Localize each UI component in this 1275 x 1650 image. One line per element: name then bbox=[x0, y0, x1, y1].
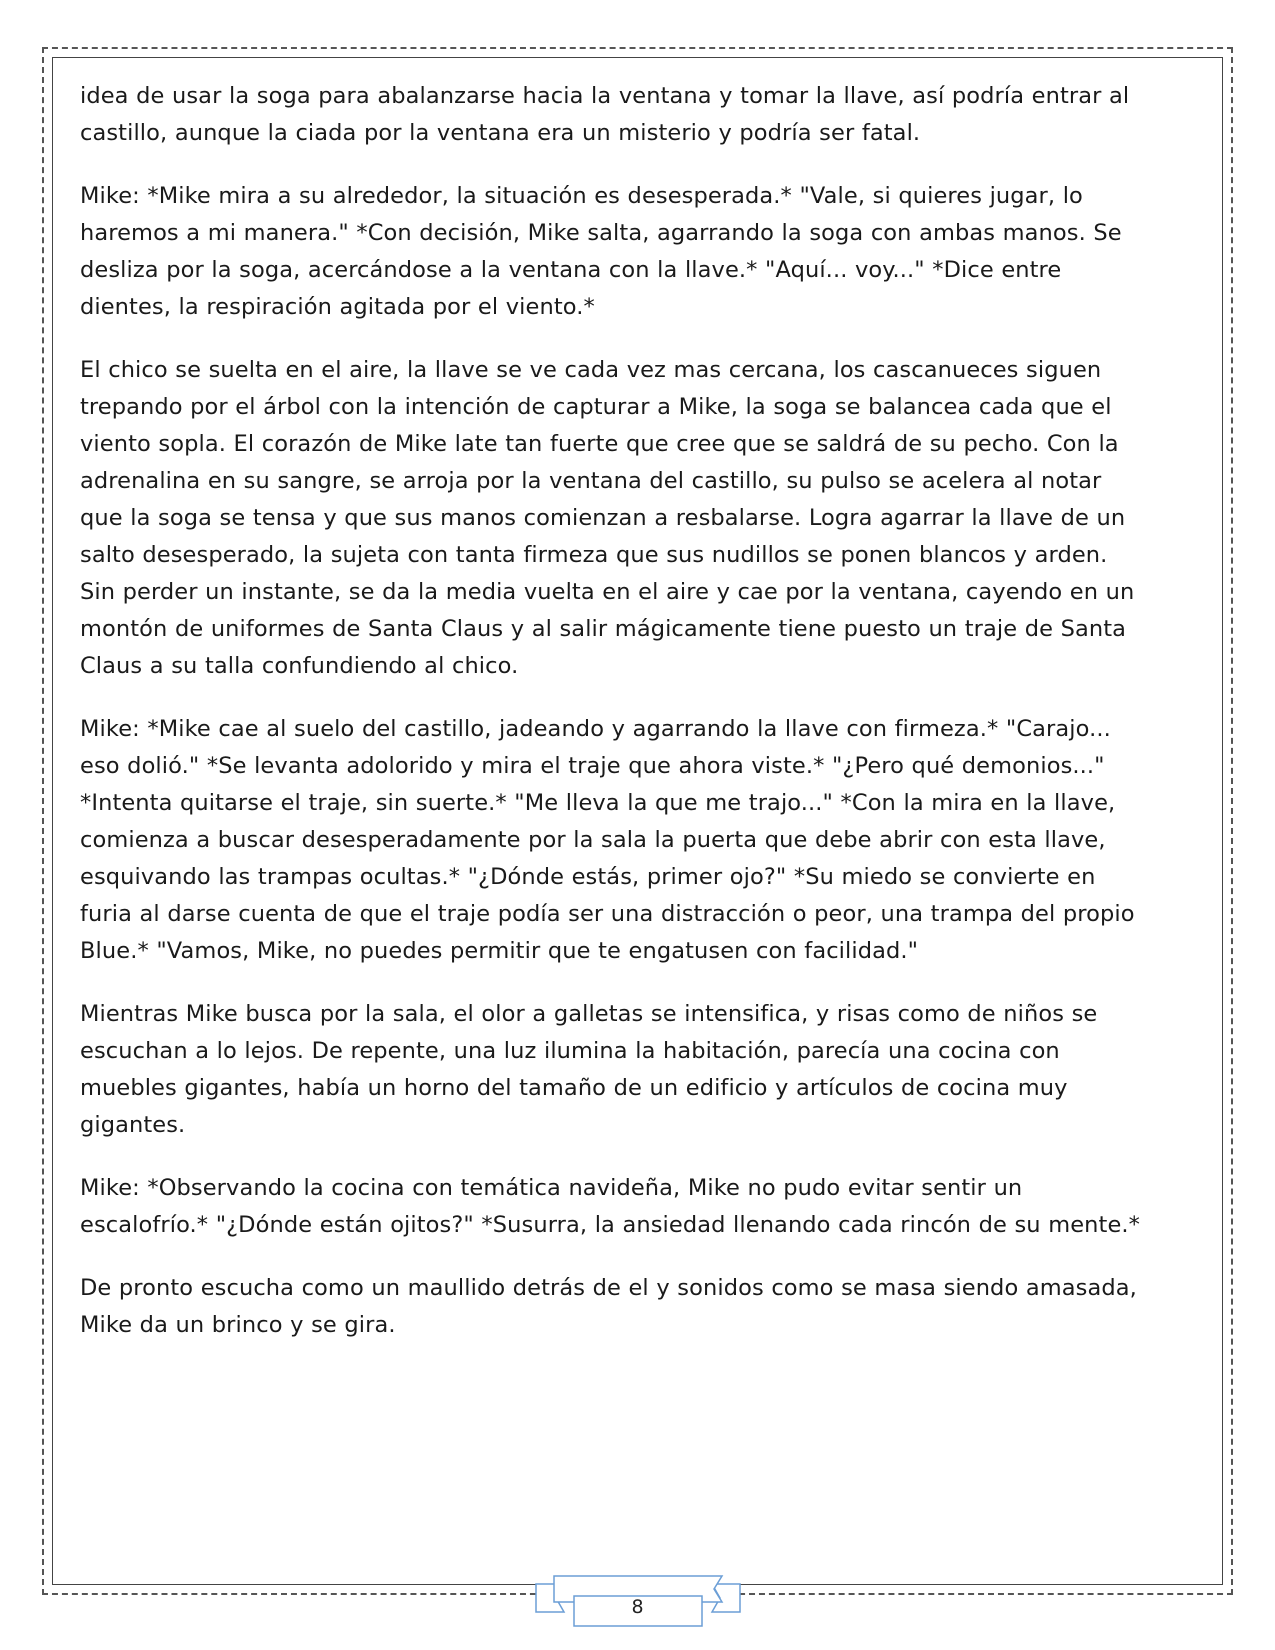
paragraph: idea de usar la soga para abalanzarse hacia la ventana y tomar la llave, así podría entrar al castillo, aunque la ciada por la ventana era un misterio y podría ser fatal. bbox=[80, 83, 1130, 146]
paragraph: Mike: *Mike mira a su alrededor, la situación es desesperada.* "Vale, si quieres jugar, lo haremos a mi manera." *Con decisión, Mike salta, agarrando la soga con ambas manos. Se desliza por la soga, acercándose a la ventana con la llave.* "Aquí... voy..." *Dice entre dientes, la respiración agitada por el viento.* bbox=[80, 183, 1122, 320]
page-body-text bbox=[80, 78, 1142, 1344]
ribbon-banner bbox=[528, 1556, 748, 1632]
paragraph: Mike: *Mike cae al suelo del castillo, jadeando y agarrando la llave con firmeza.* "Carajo... eso dolió." *Se levanta adolorido y mira el traje que ahora viste.* "¿Pero qué demonios..." *Intenta quitarse el traje, sin suerte.* "Me lleva la que me trajo..." *Con la mira en la llave, comienza a buscar desesperadamente por la sala la puerta que debe abrir con esta llave, esquivando las trampas ocultas.* "¿Dónde estás, primer ojo?" *Su miedo se convierte en furia al darse cuenta de que el traje podía ser una distracción o peor, una trampa del propio Blue.* "Vamos, Mike, no puedes permitir que te engatusen con facilidad." bbox=[80, 716, 1135, 964]
paragraph: El chico se suelta en el aire, la llave se ve cada vez mas cercana, los cascanueces siguen trepando por el árbol con la intención de capturar a Mike, la soga se balancea cada que el viento sopla. El corazón de Mike late tan fuerte que cree que se saldrá de su pecho. Con la adrenalina en su sangre, se arroja por la ventana del castillo, su pulso se acelera al notar que la soga se tensa y que sus manos comienzan a resbalarse. Logra agarrar la llave de un salto desesperado, la sujeta con tanta firmeza que sus nudillos se ponen blancos y arden. Sin perder un instante, se da la media vuelta en el aire y cae por la ventana, cayendo en un montón de uniformes de Santa Claus y al salir mágicamente tiene puesto un traje de Santa Claus a su talla confundiendo al chico. bbox=[80, 357, 1135, 679]
paragraph: De pronto escucha como un maullido detrás de el y sonidos como se masa siendo amasada, Mike da un brinco y se gira. bbox=[80, 1275, 1137, 1338]
paragraph: Mike: *Observando la cocina con temática navideña, Mike no pudo evitar sentir un escalofrío.* "¿Dónde están ojitos?" *Susurra, la ansiedad llenando cada rincón de su mente.* bbox=[80, 1175, 1140, 1238]
page-footer bbox=[0, 1556, 1275, 1632]
page-number: 8 bbox=[631, 1596, 644, 1618]
paragraph: Mientras Mike busca por la sala, el olor a galletas se intensifica, y risas como de niños se escuchan a lo lejos. De repente, una luz ilumina la habitación, parecía una cocina con muebles gigantes, había un horno del tamaño de un edificio y artículos de cocina muy gigantes. bbox=[80, 1001, 1098, 1138]
ribbon-icon bbox=[528, 1556, 748, 1632]
